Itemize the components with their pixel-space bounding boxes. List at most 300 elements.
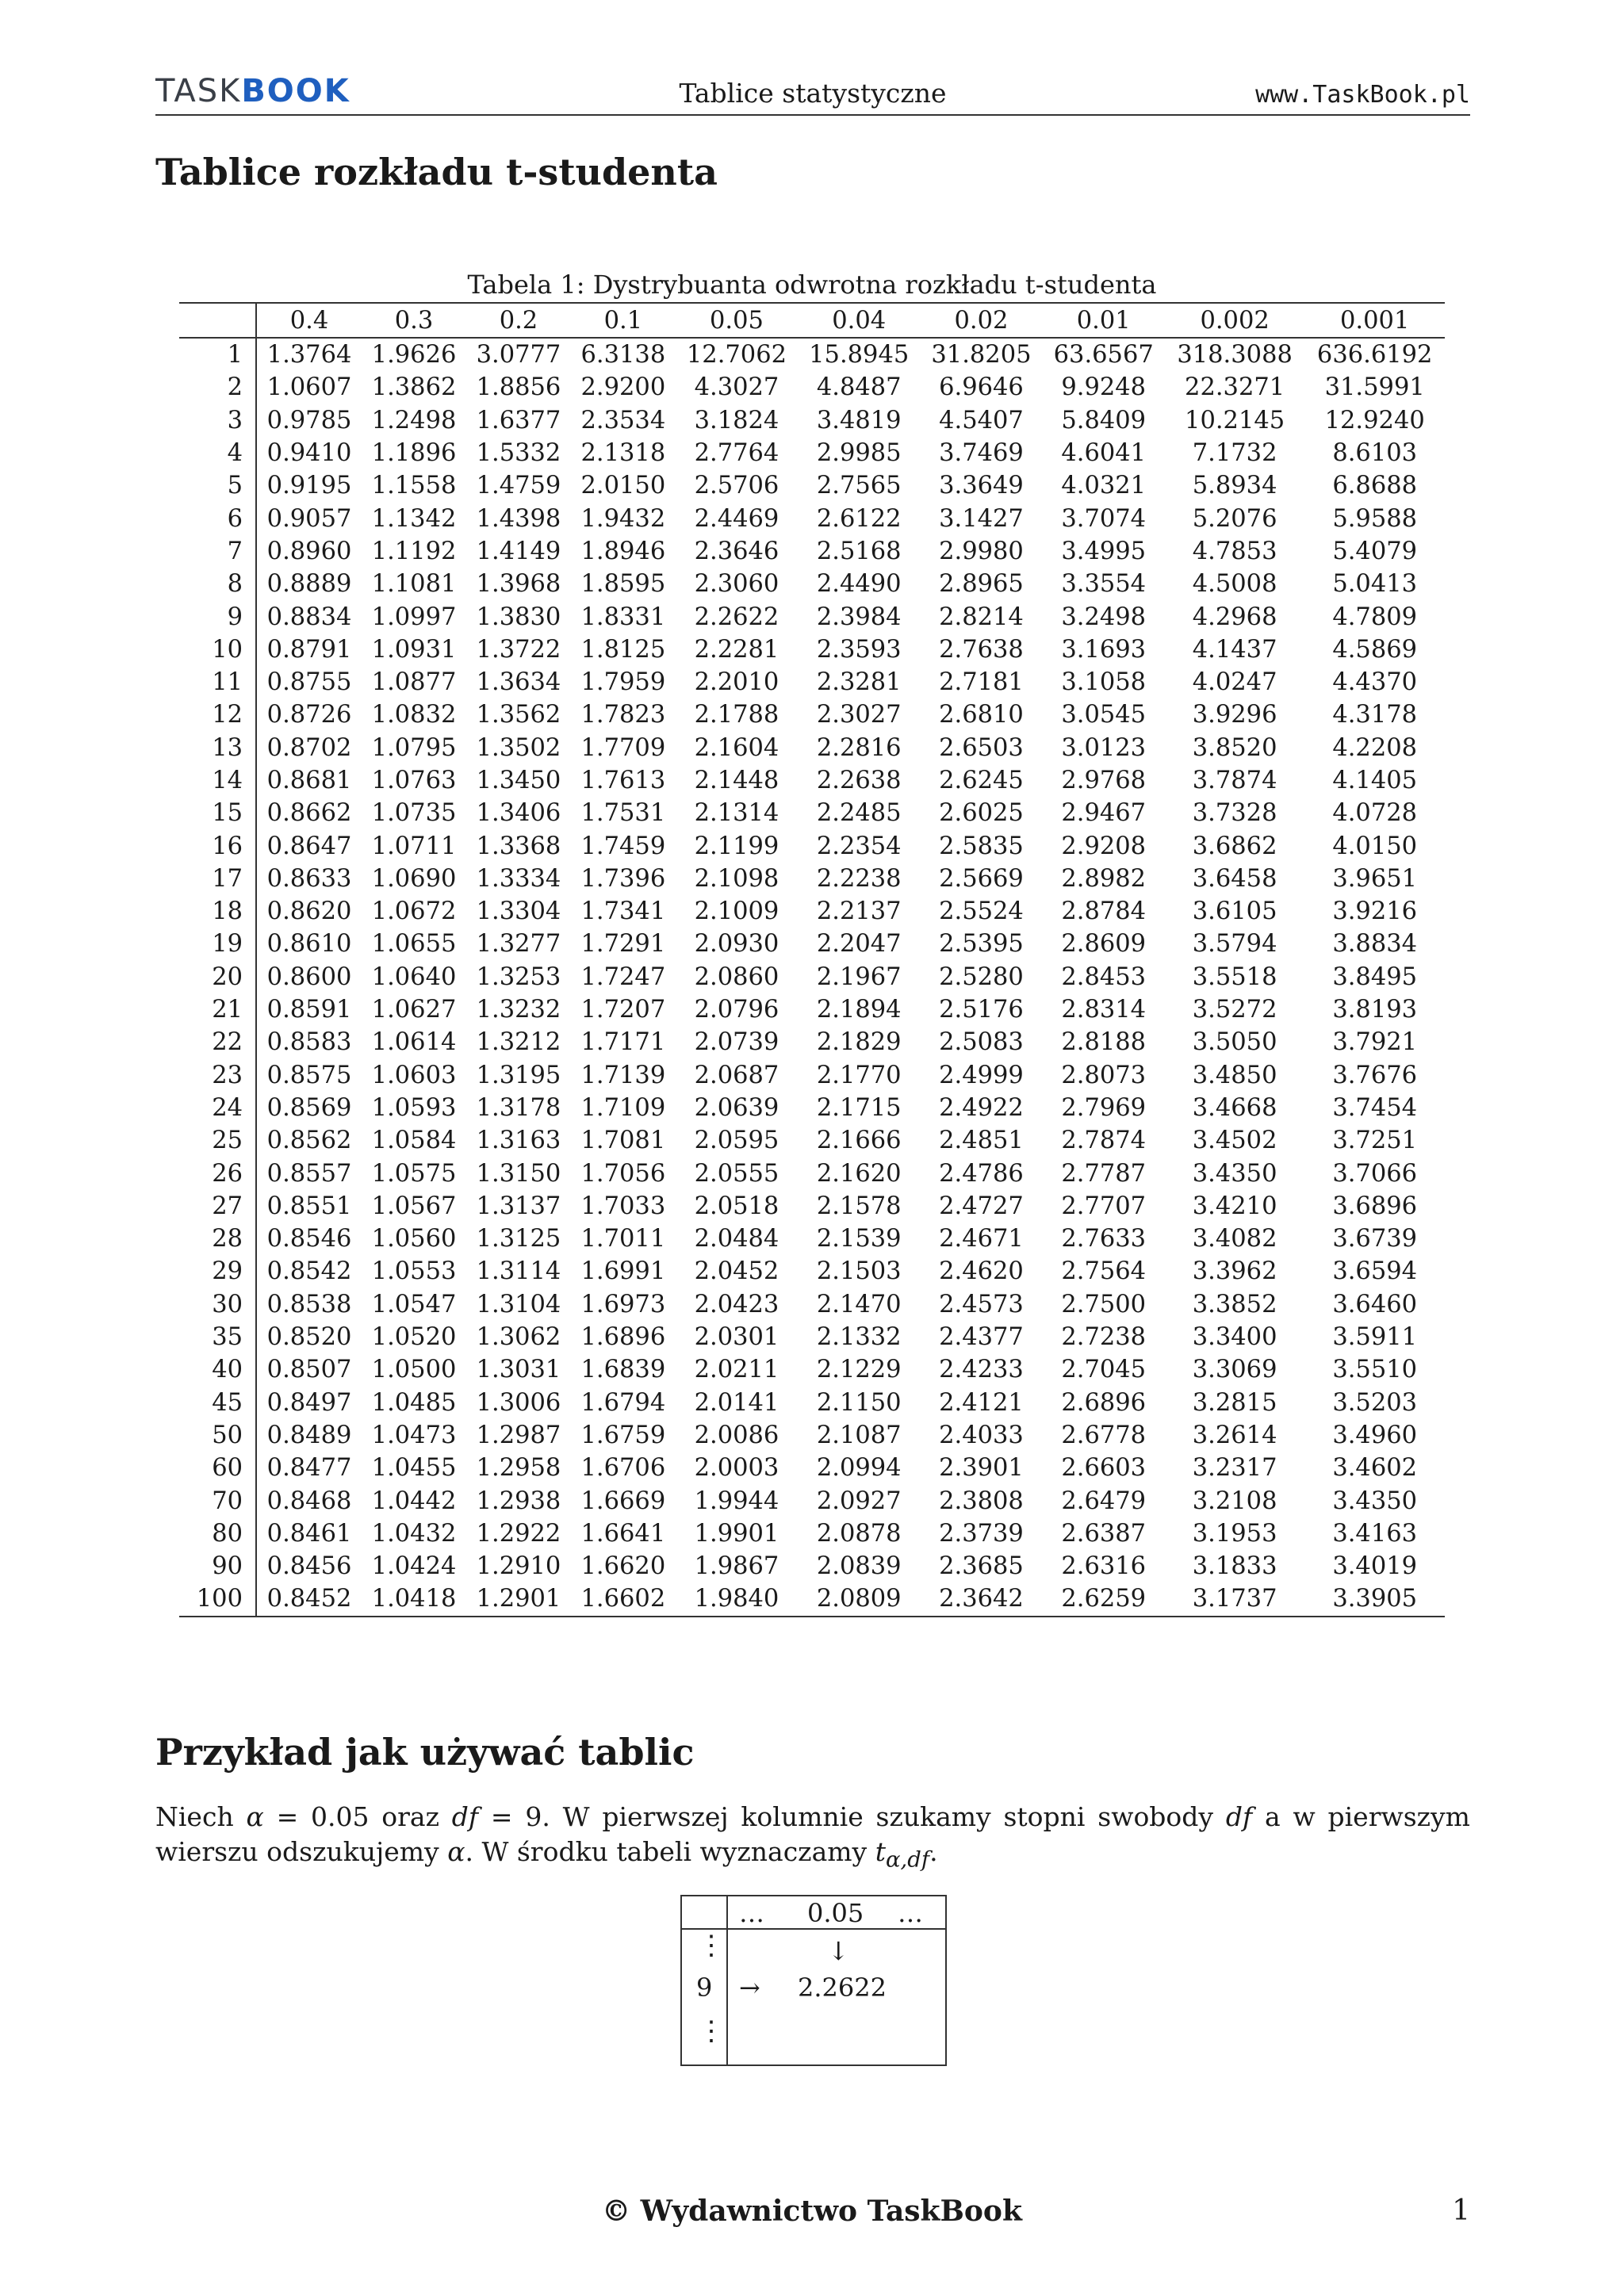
vdots-bottom: ⋮ (698, 2015, 725, 2047)
value-cell: 0.8557 (266, 1159, 352, 1188)
alpha-header-cell: 0.05 (676, 303, 798, 338)
value-cell: 2.7181 (939, 668, 1024, 697)
table-row (179, 797, 1445, 829)
value-cell: 1.1081 (371, 570, 457, 599)
value-cell: 2.2622 (694, 603, 779, 631)
value-cell: 1.3006 (476, 1388, 561, 1417)
value-cell: 1.2987 (476, 1421, 561, 1449)
value-cell: 2.5176 (939, 996, 1024, 1024)
value-cell: 3.6862 (1192, 832, 1277, 860)
df-cell: 1 (179, 338, 256, 371)
table-row (179, 338, 1445, 371)
value-cell: 3.4850 (1192, 1061, 1277, 1089)
value-cell: 3.7469 (939, 439, 1024, 468)
df-cell: 14 (179, 764, 256, 797)
value-cell: 3.4819 (816, 406, 902, 434)
value-cell: 2.8609 (1061, 930, 1147, 959)
arrow-down-icon: ↓ (828, 1936, 849, 1966)
value-cell: 1.7171 (580, 1028, 666, 1057)
value-cell: 12.7062 (686, 341, 787, 369)
value-cell: 3.1737 (1165, 1582, 1305, 1616)
table-row (179, 1026, 1445, 1058)
value-cell: 3.5794 (1192, 930, 1277, 959)
value-cell: 2.0484 (694, 1225, 779, 1253)
value-cell: 1.9944 (694, 1487, 779, 1515)
value-cell: 1.7959 (580, 668, 666, 697)
value-cell: 2.2010 (694, 668, 779, 697)
value-cell: 2.1894 (816, 996, 902, 1024)
df-cell: 23 (179, 1059, 256, 1092)
table-row (179, 1124, 1445, 1157)
value-cell: 3.2317 (1192, 1454, 1277, 1483)
value-cell: 2.1788 (694, 701, 779, 729)
mini-table-vline (726, 1896, 728, 2064)
table-row (179, 1190, 1445, 1223)
value-cell: 1.3277 (476, 930, 561, 959)
value-cell: 2.1829 (816, 1028, 902, 1057)
value-cell: 2.0639 (694, 1093, 779, 1122)
value-cell: 0.8551 (266, 1192, 352, 1220)
value-cell: 2.0930 (694, 930, 779, 959)
value-cell: 1.3722 (476, 635, 561, 664)
value-cell: 1.9626 (371, 341, 457, 369)
value-cell: 2.2816 (816, 733, 902, 762)
value-cell: 636.6192 (1316, 341, 1433, 369)
value-cell: 5.8409 (1061, 406, 1147, 434)
alpha-symbol: α (447, 1836, 465, 1867)
value-cell: 1.3334 (476, 864, 561, 893)
value-cell: 3.1953 (1192, 1519, 1277, 1548)
value-cell: 2.9200 (580, 373, 666, 402)
value-cell: 0.8520 (266, 1323, 352, 1352)
value-cell: 0.9195 (266, 472, 352, 500)
value-cell: 3.8495 (1332, 962, 1418, 991)
value-cell: 1.2901 (466, 1582, 571, 1616)
df-cell: 13 (179, 732, 256, 764)
df-symbol: df (451, 1801, 479, 1832)
value-cell: 1.2958 (476, 1454, 561, 1483)
value-cell: 3.4960 (1332, 1421, 1418, 1449)
value-cell: 2.3901 (939, 1454, 1024, 1483)
value-cell: 4.8487 (816, 373, 902, 402)
df-header-cell (179, 303, 256, 338)
value-cell: 1.0607 (266, 373, 352, 402)
value-cell: 1.3031 (476, 1356, 561, 1384)
value-cell: 2.6503 (939, 733, 1024, 762)
value-cell: 1.7341 (580, 897, 666, 926)
value-cell: 1.7291 (580, 930, 666, 959)
value-cell: 2.6259 (1043, 1582, 1165, 1616)
header-url[interactable]: www.TaskBook.pl (1255, 81, 1470, 109)
value-cell: 1.1558 (371, 472, 457, 500)
value-cell: 1.3764 (266, 341, 352, 369)
value-cell: 318.3088 (1177, 341, 1293, 369)
value-cell: 1.1192 (371, 537, 457, 565)
value-cell: 63.6567 (1053, 341, 1154, 369)
table-row (179, 928, 1445, 960)
table-row (179, 1255, 1445, 1288)
value-cell: 2.3642 (920, 1582, 1042, 1616)
value-cell: 0.8468 (266, 1487, 352, 1515)
value-cell: 2.8965 (939, 570, 1024, 599)
value-cell: 1.0575 (371, 1159, 457, 1188)
value-cell: 2.8982 (1061, 864, 1147, 893)
value-cell: 2.5524 (939, 897, 1024, 926)
value-cell: 5.0413 (1332, 570, 1418, 599)
value-cell: 2.5395 (939, 930, 1024, 959)
value-cell: 2.1009 (694, 897, 779, 926)
para-text: Niech (155, 1801, 247, 1832)
value-cell: 3.2108 (1192, 1487, 1277, 1515)
df-cell: 45 (179, 1387, 256, 1419)
value-cell: 1.6973 (580, 1290, 666, 1318)
value-cell: 2.8188 (1061, 1028, 1147, 1057)
alpha-header-cell: 0.02 (920, 303, 1042, 338)
value-cell: 0.8647 (266, 832, 352, 860)
value-cell: 1.9901 (694, 1519, 779, 1548)
example-heading: Przykład jak używać tablic (155, 1731, 695, 1774)
table-row (179, 1321, 1445, 1353)
value-cell: 1.0763 (371, 767, 457, 794)
value-cell: 1.0442 (371, 1487, 457, 1515)
value-cell: 1.7396 (580, 864, 666, 893)
value-cell: 2.0150 (580, 472, 666, 500)
value-cell: 2.3593 (816, 635, 902, 664)
value-cell: 1.7081 (580, 1127, 666, 1155)
value-cell: 3.2498 (1061, 603, 1147, 631)
value-cell: 3.6739 (1332, 1225, 1418, 1253)
df-cell: 24 (179, 1092, 256, 1124)
df-cell: 26 (179, 1157, 256, 1189)
value-cell: 2.1318 (580, 439, 666, 468)
value-cell: 1.0640 (371, 962, 457, 991)
df-cell: 22 (179, 1026, 256, 1058)
value-cell: 2.1620 (816, 1159, 902, 1188)
value-cell: 2.1666 (816, 1127, 902, 1155)
value-cell: 3.0123 (1061, 733, 1147, 762)
example-paragraph (155, 1800, 1470, 1877)
value-cell: 2.9768 (1061, 767, 1147, 794)
value-cell: 3.4019 (1332, 1552, 1418, 1581)
df-cell: 6 (179, 502, 256, 534)
header-ellipsis-right: … (898, 1898, 923, 1928)
value-cell: 3.0545 (1061, 701, 1147, 729)
value-cell: 3.3962 (1192, 1257, 1277, 1286)
value-cell: 3.7066 (1332, 1159, 1418, 1188)
value-cell: 2.1539 (816, 1225, 902, 1253)
value-cell: 2.0994 (816, 1454, 902, 1483)
value-cell: 3.9651 (1332, 864, 1418, 893)
value-cell: 3.7676 (1332, 1061, 1418, 1089)
value-cell: 0.8569 (266, 1093, 352, 1122)
value-cell: 3.6896 (1332, 1192, 1418, 1220)
value-cell: 2.2137 (816, 897, 902, 926)
value-cell: 3.4995 (1061, 537, 1147, 565)
value-cell: 1.6602 (571, 1582, 676, 1616)
value-cell: 3.5050 (1192, 1028, 1277, 1057)
table-row (179, 1092, 1445, 1124)
value-cell: 2.7764 (694, 439, 779, 468)
value-cell: 3.5203 (1332, 1388, 1418, 1417)
value-cell: 2.4671 (939, 1225, 1024, 1253)
value-cell: 2.7045 (1061, 1356, 1147, 1384)
value-cell: 2.6025 (939, 799, 1024, 828)
value-cell: 0.8575 (266, 1061, 352, 1089)
df-cell: 3 (179, 404, 256, 437)
table-row (179, 961, 1445, 993)
value-cell: 2.3739 (939, 1519, 1024, 1548)
value-cell: 0.8610 (266, 930, 352, 959)
value-cell: 2.1199 (694, 832, 779, 860)
value-cell: 2.1150 (816, 1388, 902, 1417)
value-cell: 2.7969 (1061, 1093, 1147, 1122)
value-cell: 31.8205 (931, 341, 1032, 369)
value-cell: 4.3027 (694, 373, 779, 402)
table-row (179, 1157, 1445, 1189)
value-cell: 0.8600 (266, 962, 352, 991)
table-row (179, 535, 1445, 568)
value-cell: 1.0418 (362, 1582, 466, 1616)
value-cell: 0.8681 (266, 767, 352, 794)
value-cell: 3.3400 (1192, 1323, 1277, 1352)
value-cell: 1.3830 (476, 603, 561, 631)
value-cell: 2.3808 (939, 1487, 1024, 1515)
value-cell: 1.6896 (580, 1323, 666, 1352)
value-cell: 2.7238 (1061, 1323, 1147, 1352)
value-cell: 1.3634 (476, 668, 561, 697)
value-cell: 2.2485 (816, 799, 902, 828)
value-cell: 2.1314 (694, 799, 779, 828)
df-cell: 15 (179, 797, 256, 829)
para-text: . W środku tabeli wyznaczamy (465, 1836, 875, 1867)
value-cell: 1.3502 (476, 733, 561, 762)
value-cell: 1.0614 (371, 1028, 457, 1057)
value-cell: 4.1405 (1332, 767, 1418, 794)
value-cell: 2.1087 (816, 1421, 902, 1449)
table-body (179, 338, 1445, 1617)
value-cell: 2.0739 (694, 1028, 779, 1057)
value-cell: 2.0141 (694, 1388, 779, 1417)
value-cell: 1.3862 (371, 373, 457, 402)
header-ellipsis-left: … (739, 1898, 764, 1928)
table-row (179, 1387, 1445, 1419)
value-cell: 1.0584 (371, 1127, 457, 1155)
value-cell: 2.2354 (816, 832, 902, 860)
alpha-header-cell: 0.1 (571, 303, 676, 338)
value-cell: 6.8688 (1332, 472, 1418, 500)
value-cell: 6.3138 (580, 341, 666, 369)
value-cell: 2.5669 (939, 864, 1024, 893)
value-cell: 1.3562 (476, 701, 561, 729)
table-row (179, 895, 1445, 928)
value-cell: 1.9840 (676, 1582, 798, 1616)
value-cell: 0.8755 (266, 668, 352, 697)
value-cell: 1.0424 (371, 1552, 457, 1581)
value-cell: 3.7454 (1332, 1093, 1418, 1122)
alpha-symbol: α (246, 1801, 264, 1832)
value-cell: 1.0547 (371, 1290, 457, 1318)
value-cell: 1.7459 (580, 832, 666, 860)
value-cell: 1.0455 (371, 1454, 457, 1483)
value-cell: 2.4469 (694, 504, 779, 533)
value-cell: 1.0485 (371, 1388, 457, 1417)
df-cell: 25 (179, 1124, 256, 1157)
value-cell: 1.0603 (371, 1061, 457, 1089)
value-cell: 1.8595 (580, 570, 666, 599)
value-cell: 0.8662 (266, 799, 352, 828)
value-cell: 2.3060 (694, 570, 779, 599)
value-cell: 3.0777 (476, 341, 561, 369)
df-cell: 30 (179, 1288, 256, 1321)
table-row (179, 1550, 1445, 1582)
value-cell: 2.6896 (1061, 1388, 1147, 1417)
value-cell: 0.8507 (266, 1356, 352, 1384)
value-cell: 1.0672 (371, 897, 457, 926)
value-cell: 0.8726 (266, 701, 352, 729)
value-cell: 2.5835 (939, 832, 1024, 860)
value-cell: 2.0211 (694, 1356, 779, 1384)
para-text: = 9. W pierwszej kolumnie szukamy stopni swobody (478, 1801, 1226, 1832)
value-cell: 4.7853 (1192, 537, 1277, 565)
value-cell: 0.8562 (266, 1127, 352, 1155)
value-cell: 1.6377 (476, 406, 561, 434)
df-cell: 35 (179, 1321, 256, 1353)
value-cell: 2.6778 (1061, 1421, 1147, 1449)
value-cell: 1.2922 (476, 1519, 561, 1548)
value-cell: 4.5869 (1332, 635, 1418, 664)
value-cell: 2.1715 (816, 1093, 902, 1122)
df-cell: 80 (179, 1517, 256, 1550)
logo-text-book: BOOK (241, 73, 350, 109)
value-cell: 4.2208 (1332, 733, 1418, 762)
table-row (179, 469, 1445, 502)
value-cell: 3.6458 (1192, 864, 1277, 893)
df-cell: 17 (179, 863, 256, 895)
value-cell: 2.4033 (939, 1421, 1024, 1449)
table-row (179, 568, 1445, 600)
value-cell: 1.7139 (580, 1061, 666, 1089)
value-cell: 2.6810 (939, 701, 1024, 729)
value-cell: 1.3406 (476, 799, 561, 828)
table-row (179, 1517, 1445, 1550)
value-cell: 2.4851 (939, 1127, 1024, 1155)
value-cell: 4.5008 (1192, 570, 1277, 599)
value-cell: 2.7500 (1061, 1290, 1147, 1318)
value-cell: 3.4350 (1332, 1487, 1418, 1515)
value-cell: 7.1732 (1192, 439, 1277, 468)
value-cell: 2.0301 (694, 1323, 779, 1352)
para-text: . (929, 1836, 938, 1867)
df-cell: 90 (179, 1550, 256, 1582)
value-cell: 2.4620 (939, 1257, 1024, 1286)
table-row (179, 1484, 1445, 1517)
vdots-top: ⋮ (698, 1930, 725, 1961)
page-title: Tablice rozkładu t-studenta (155, 151, 718, 193)
value-cell: 0.8456 (266, 1552, 352, 1581)
value-cell: 1.1896 (371, 439, 457, 468)
df-cell: 12 (179, 698, 256, 731)
value-cell: 1.7613 (580, 767, 666, 794)
value-cell: 3.2815 (1192, 1388, 1277, 1417)
value-cell: 1.2938 (476, 1487, 561, 1515)
df-symbol: df (1225, 1801, 1253, 1832)
df-cell: 5 (179, 469, 256, 502)
value-cell: 1.0795 (371, 733, 457, 762)
value-cell: 2.8073 (1061, 1061, 1147, 1089)
para-text: = 0.05 oraz (263, 1801, 452, 1832)
value-cell: 3.4502 (1192, 1127, 1277, 1155)
table-row (179, 764, 1445, 797)
value-cell: 3.4350 (1192, 1159, 1277, 1188)
value-cell: 1.6669 (580, 1487, 666, 1515)
value-cell: 3.4602 (1332, 1454, 1418, 1483)
table-row (179, 829, 1445, 862)
value-cell: 0.8791 (266, 635, 352, 664)
value-cell: 1.0473 (371, 1421, 457, 1449)
value-cell: 1.8856 (476, 373, 561, 402)
df-cell: 8 (179, 568, 256, 600)
table-caption: Tabela 1: Dystrybuanta odwrotna rozkładu t-studenta (467, 270, 1157, 300)
df-value: 9 (696, 1973, 713, 2003)
value-cell: 3.7921 (1332, 1028, 1418, 1057)
value-cell: 1.4398 (476, 504, 561, 533)
value-cell: 2.1770 (816, 1061, 902, 1089)
value-cell: 4.0321 (1061, 472, 1147, 500)
value-cell: 0.8542 (266, 1257, 352, 1286)
value-cell: 1.2910 (476, 1552, 561, 1581)
value-cell: 2.0878 (816, 1519, 902, 1548)
value-cell: 4.6041 (1061, 439, 1147, 468)
value-cell: 2.3281 (816, 668, 902, 697)
value-cell: 2.6479 (1061, 1487, 1147, 1515)
value-cell: 4.1437 (1192, 635, 1277, 664)
value-cell: 3.5272 (1192, 996, 1277, 1024)
alpha-header-cell: 0.2 (466, 303, 571, 338)
value-cell: 1.0627 (371, 996, 457, 1024)
value-cell: 3.4668 (1192, 1093, 1277, 1122)
value-cell: 2.6245 (939, 767, 1024, 794)
value-cell: 0.8583 (266, 1028, 352, 1057)
value-cell: 2.6316 (1061, 1552, 1147, 1581)
value-cell: 3.3905 (1304, 1582, 1445, 1616)
value-cell: 2.9208 (1061, 832, 1147, 860)
value-cell: 2.7787 (1061, 1159, 1147, 1188)
value-cell: 5.9588 (1332, 504, 1418, 533)
df-cell: 4 (179, 437, 256, 469)
value-cell: 0.8591 (266, 996, 352, 1024)
example-mini-table (680, 1895, 947, 2066)
value-cell: 2.4922 (939, 1093, 1024, 1122)
table-row (179, 863, 1445, 895)
df-cell: 27 (179, 1190, 256, 1223)
value-cell: 2.9985 (816, 439, 902, 468)
value-cell: 2.1967 (816, 962, 902, 991)
value-cell: 1.7109 (580, 1093, 666, 1122)
table-header-row (179, 303, 1445, 338)
value-cell: 2.4233 (939, 1356, 1024, 1384)
value-cell: 3.8193 (1332, 996, 1418, 1024)
value-cell: 4.0247 (1192, 668, 1277, 697)
value-cell: 0.8477 (266, 1454, 352, 1483)
value-cell: 0.9057 (266, 504, 352, 533)
value-cell: 2.0086 (694, 1421, 779, 1449)
value-cell: 3.4082 (1192, 1225, 1277, 1253)
alpha-header-cell: 0.3 (362, 303, 466, 338)
value-cell: 1.8946 (580, 537, 666, 565)
value-cell: 0.8834 (266, 603, 352, 631)
table-row (179, 732, 1445, 764)
alpha-header-cell: 0.04 (798, 303, 920, 338)
